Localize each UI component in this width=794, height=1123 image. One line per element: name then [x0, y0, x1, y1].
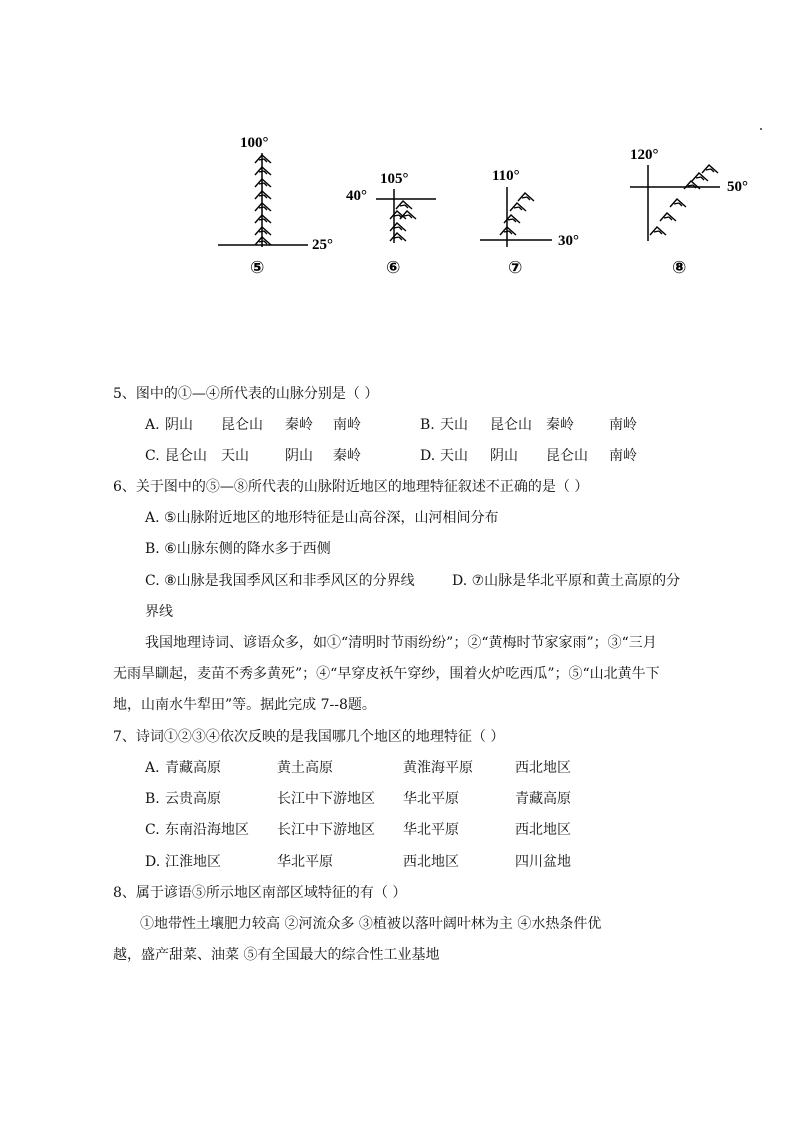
q7-a-key: A. [145, 760, 160, 776]
q5-c-item-2: 天山 [221, 448, 249, 464]
q8-choices-line-1: ①地带性土壤肥力较高 ②河流众多 ③植被以落叶阔叶林为主 ④水热条件优 [140, 916, 602, 932]
q5-a-item-3: 秦岭 [285, 417, 313, 433]
panel-8 [630, 147, 748, 278]
q5-b-item-3: 秦岭 [546, 417, 574, 433]
q7-c-item-3: 华北平原 [403, 822, 459, 838]
panel-5-marker: ⑤ [250, 258, 265, 278]
q7-d-item-2: 华北平原 [277, 854, 333, 870]
q5-d-item-3: 昆仑山 [546, 448, 588, 464]
panel-6-longitude: 105° [380, 171, 409, 187]
q5-c-item-4: 秦岭 [333, 448, 361, 464]
q7-stem: 7、诗词①②③④依次反映的是我国哪几个地区的地理特征（ ） [113, 729, 505, 745]
panel-6 [346, 171, 436, 278]
panel-7-marker: ⑦ [508, 258, 523, 278]
q7-c-item-2: 长江中下游地区 [277, 822, 375, 838]
q6-option-d-continued: 界线 [145, 604, 173, 620]
q5-b-item-2: 昆仑山 [490, 417, 532, 433]
panel-5-latitude: 25° [312, 237, 333, 253]
q5-a-key: A. [145, 417, 160, 433]
q5-c-item-1: 昆仑山 [165, 448, 207, 464]
q7-b-key: B. [145, 791, 160, 807]
q7-b-item-1: 云贵高原 [165, 791, 221, 807]
q6-option-c[interactable]: C. ⑧山脉是我国季风区和非季风区的分界线 [145, 573, 415, 589]
q5-c-item-3: 阴山 [285, 448, 313, 464]
panel-5 [218, 135, 333, 278]
panel-5-longitude: 100° [240, 135, 269, 151]
q5-a-item-4: 南岭 [333, 417, 361, 433]
q5-b-item-1: 天山 [440, 417, 468, 433]
panel-7-longitude: 110° [492, 168, 520, 184]
passage-line-3: 地，山南水牛犁田”等。据此完成 7--8题。 [113, 697, 376, 713]
q5-b-key: B. [420, 417, 435, 433]
panel-6-marker: ⑥ [386, 258, 401, 278]
q7-a-item-1: 青藏高原 [165, 760, 221, 776]
panel-7-latitude: 30° [558, 233, 579, 249]
q5-a-item-1: 阴山 [165, 417, 193, 433]
panel-8-peaks [650, 165, 718, 235]
q5-b-item-4: 南岭 [609, 417, 637, 433]
q7-c-item-4: 西北地区 [515, 822, 571, 838]
q7-d-item-4: 四川盆地 [515, 854, 571, 870]
q5-stem: 5、图中的①—④所代表的山脉分别是（ ） [113, 386, 379, 402]
q5-c-key: C. [145, 448, 160, 464]
q5-d-item-2: 阴山 [490, 448, 518, 464]
q7-d-item-3: 西北地区 [403, 854, 459, 870]
panel-8-latitude: 50° [727, 179, 748, 195]
q8-stem: 8、属于谚语⑤所示地区南部区域特征的有（ ） [113, 885, 407, 901]
q7-b-item-4: 青藏高原 [515, 791, 571, 807]
q8-choices-line-2: 越，盛产甜菜、油菜 ⑤有全国最大的综合性工业基地 [113, 947, 440, 963]
panel-5-peaks [255, 155, 271, 245]
panel-7 [480, 168, 579, 278]
q5-d-key: D. [420, 448, 436, 464]
q7-b-item-2: 长江中下游地区 [277, 791, 375, 807]
mountain-range-figure [200, 125, 780, 285]
q7-b-item-3: 华北平原 [403, 791, 459, 807]
q5-d-item-4: 南岭 [609, 448, 637, 464]
q7-d-key: D. [145, 854, 161, 870]
passage-line-1: 我国地理诗词、谚语众多，如①“清明时节雨纷纷”；②“黄梅时节家家雨”；③“三月 [145, 635, 657, 651]
q7-a-item-4: 西北地区 [515, 760, 571, 776]
q6-option-a[interactable]: A. ⑤山脉附近地区的地形特征是山高谷深，山河相间分布 [145, 510, 499, 526]
q7-a-item-2: 黄土高原 [277, 760, 333, 776]
panel-6-latitude: 40° [346, 188, 367, 204]
panel-8-longitude: 120° [630, 147, 659, 163]
q6-option-b[interactable]: B. ⑥山脉东侧的降水多于西侧 [145, 541, 331, 557]
passage-line-2: 无雨旱瞓起，麦苗不秀多黄死”；④“早穿皮袄午穿纱，围着火炉吃西瓜”；⑤“山北黄牛下 [113, 666, 660, 682]
q6-stem: 6、关于图中的⑤—⑧所代表的山脉附近地区的地理特征叙述不正确的是（ ） [113, 479, 589, 495]
panel-7-peaks [500, 193, 534, 235]
q5-d-item-1: 天山 [440, 448, 468, 464]
q7-a-item-3: 黄淮海平原 [403, 760, 473, 776]
q7-d-item-1: 江淮地区 [165, 854, 221, 870]
panel-8-marker: ⑧ [672, 258, 687, 278]
q7-c-key: C. [145, 822, 160, 838]
q5-a-item-2: 昆仑山 [221, 417, 263, 433]
q7-c-item-1: 东南沿海地区 [165, 822, 249, 838]
q6-option-d[interactable]: D. ⑦山脉是华北平原和黄土高原的分 [452, 573, 681, 589]
